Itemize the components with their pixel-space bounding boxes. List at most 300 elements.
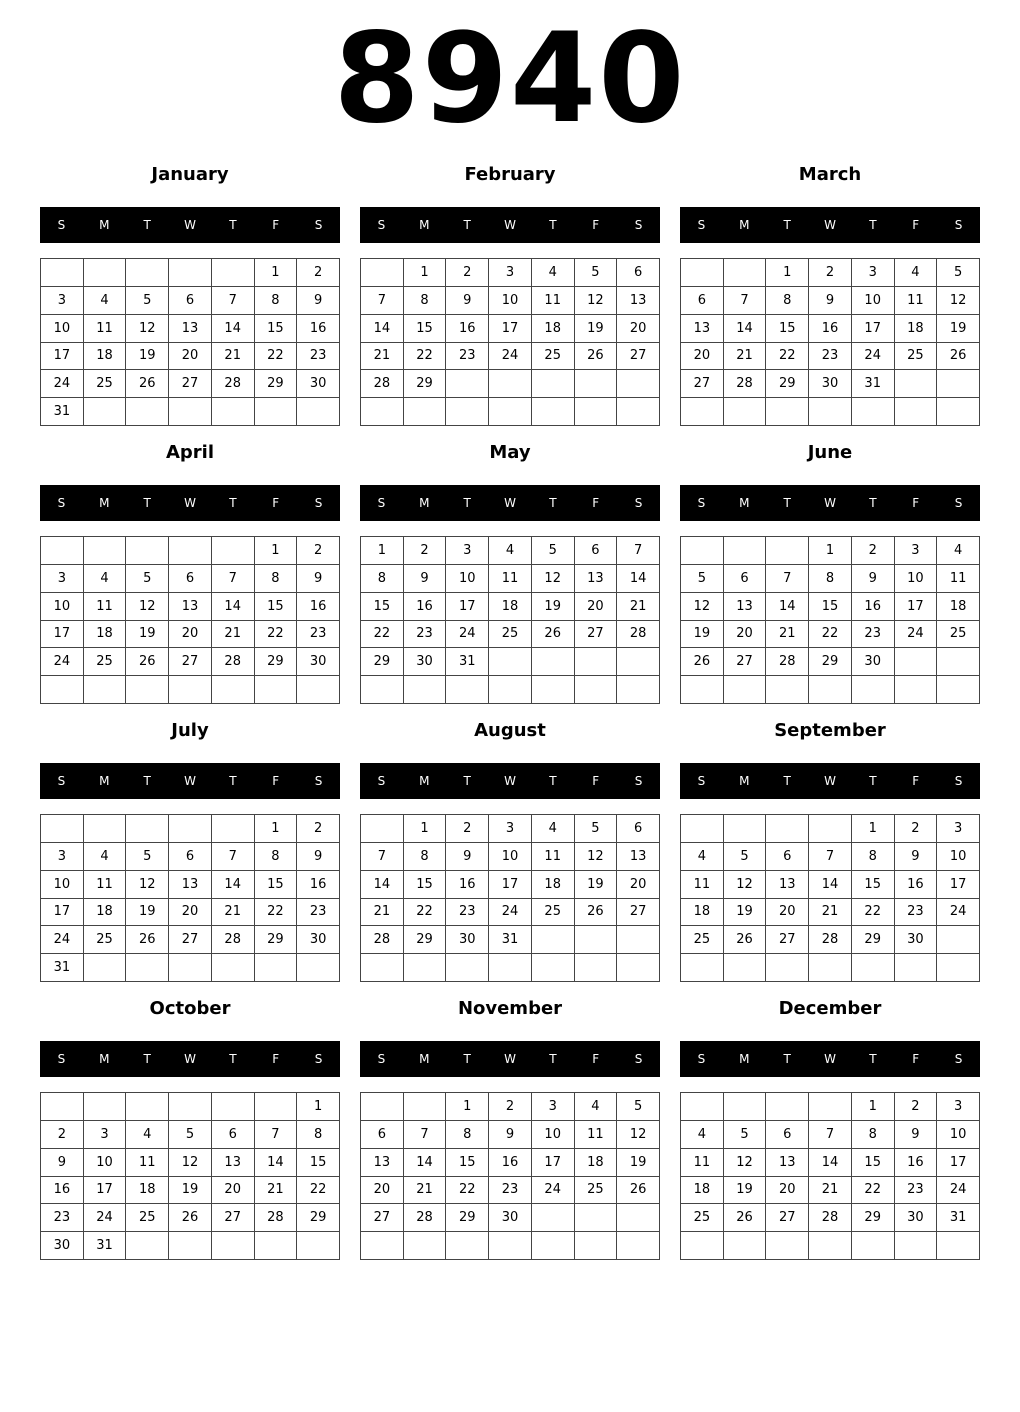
day-cell: 25: [937, 621, 980, 649]
day-cell: 2: [297, 537, 340, 565]
weekday-label: T: [549, 218, 557, 232]
day-cell: 26: [681, 648, 724, 676]
weekday-label: S: [634, 218, 643, 232]
empty-day-cell: [766, 1232, 809, 1260]
day-cell: 11: [489, 565, 532, 593]
day-cell: 21: [724, 343, 767, 371]
day-cell: 24: [489, 343, 532, 371]
day-cell: 12: [724, 871, 767, 899]
day-cell: 1: [255, 815, 298, 843]
empty-day-cell: [852, 398, 895, 426]
day-cell: 4: [937, 537, 980, 565]
day-cell: 10: [489, 287, 532, 315]
weekday-label: M: [739, 774, 750, 788]
day-cell: 29: [255, 926, 298, 954]
day-grid: [40, 536, 340, 704]
weekday-label: S: [634, 496, 643, 510]
weekday-label: W: [504, 1052, 516, 1066]
day-cell: 7: [255, 1121, 298, 1149]
day-cell: 2: [41, 1121, 84, 1149]
weekday-label: T: [143, 218, 151, 232]
day-cell: 14: [766, 593, 809, 621]
weekday-label: T: [229, 496, 237, 510]
day-cell: 8: [255, 287, 298, 315]
day-cell: 3: [532, 1093, 575, 1121]
empty-day-cell: [361, 676, 404, 704]
day-grid: [360, 814, 660, 982]
day-cell: 21: [212, 899, 255, 927]
day-cell: 7: [212, 287, 255, 315]
day-cell: 23: [404, 621, 447, 649]
day-cell: 14: [809, 1149, 852, 1177]
day-cell: 31: [852, 370, 895, 398]
day-cell: 2: [895, 1093, 938, 1121]
day-grid: [360, 1092, 660, 1260]
day-cell: 2: [446, 815, 489, 843]
day-cell: 29: [852, 1204, 895, 1232]
day-cell: 7: [617, 537, 660, 565]
day-cell: 26: [575, 343, 618, 371]
day-cell: 19: [617, 1149, 660, 1177]
day-cell: 20: [766, 899, 809, 927]
day-cell: 5: [937, 259, 980, 287]
day-cell: 13: [617, 287, 660, 315]
month-name: February: [464, 164, 556, 185]
empty-day-cell: [41, 259, 84, 287]
empty-day-cell: [809, 676, 852, 704]
day-cell: 8: [255, 843, 298, 871]
day-grid: [360, 536, 660, 704]
empty-day-cell: [169, 815, 212, 843]
day-cell: 13: [617, 843, 660, 871]
weekday-label: T: [463, 1052, 471, 1066]
empty-day-cell: [532, 1204, 575, 1232]
day-cell: 3: [895, 537, 938, 565]
weekday-label: T: [143, 774, 151, 788]
weekday-label: F: [272, 774, 280, 788]
day-cell: 3: [41, 843, 84, 871]
weekday-label: T: [549, 496, 557, 510]
weekday-label: F: [272, 1052, 280, 1066]
day-cell: 9: [404, 565, 447, 593]
day-cell: 13: [766, 871, 809, 899]
day-cell: 30: [41, 1232, 84, 1260]
empty-day-cell: [126, 1093, 169, 1121]
weekday-label: M: [99, 1052, 110, 1066]
day-cell: 23: [489, 1177, 532, 1205]
empty-day-cell: [446, 370, 489, 398]
day-cell: 7: [361, 843, 404, 871]
weekday-header: [40, 207, 340, 243]
day-cell: 10: [446, 565, 489, 593]
empty-day-cell: [532, 370, 575, 398]
day-cell: 12: [617, 1121, 660, 1149]
empty-day-cell: [809, 1093, 852, 1121]
day-cell: 11: [84, 871, 127, 899]
weekday-label: F: [272, 218, 280, 232]
day-cell: 21: [212, 343, 255, 371]
empty-day-cell: [895, 1232, 938, 1260]
day-cell: 29: [809, 648, 852, 676]
day-cell: 26: [617, 1177, 660, 1205]
day-cell: 11: [532, 843, 575, 871]
empty-day-cell: [575, 954, 618, 982]
day-cell: 17: [532, 1149, 575, 1177]
day-cell: 23: [297, 621, 340, 649]
day-cell: 18: [681, 899, 724, 927]
day-cell: 17: [489, 315, 532, 343]
day-cell: 20: [575, 593, 618, 621]
day-cell: 17: [41, 899, 84, 927]
weekday-label: F: [592, 218, 600, 232]
empty-day-cell: [169, 1232, 212, 1260]
weekday-label: T: [549, 774, 557, 788]
weekday-header: [40, 485, 340, 521]
empty-day-cell: [895, 954, 938, 982]
day-cell: 11: [937, 565, 980, 593]
day-cell: 18: [532, 315, 575, 343]
day-cell: 14: [617, 565, 660, 593]
day-cell: 12: [575, 843, 618, 871]
weekday-label: S: [377, 1052, 386, 1066]
day-cell: 1: [255, 259, 298, 287]
empty-day-cell: [724, 676, 767, 704]
day-cell: 14: [255, 1149, 298, 1177]
day-cell: 20: [169, 621, 212, 649]
day-cell: 28: [809, 926, 852, 954]
weekday-label: W: [184, 1052, 196, 1066]
day-cell: 10: [41, 315, 84, 343]
day-cell: 22: [255, 621, 298, 649]
weekday-label: S: [954, 1052, 963, 1066]
day-cell: 12: [937, 287, 980, 315]
empty-day-cell: [617, 954, 660, 982]
day-cell: 14: [809, 871, 852, 899]
day-cell: 11: [532, 287, 575, 315]
empty-day-cell: [532, 926, 575, 954]
empty-day-cell: [255, 676, 298, 704]
empty-day-cell: [937, 954, 980, 982]
day-cell: 1: [404, 259, 447, 287]
empty-day-cell: [937, 676, 980, 704]
day-cell: 16: [297, 315, 340, 343]
day-cell: 20: [617, 315, 660, 343]
day-cell: 9: [297, 565, 340, 593]
empty-day-cell: [489, 676, 532, 704]
day-cell: 19: [724, 899, 767, 927]
weekday-label: W: [824, 218, 836, 232]
weekday-label: M: [419, 774, 430, 788]
day-cell: 30: [489, 1204, 532, 1232]
day-cell: 16: [895, 1149, 938, 1177]
day-cell: 18: [126, 1177, 169, 1205]
day-cell: 30: [852, 648, 895, 676]
weekday-label: T: [463, 218, 471, 232]
weekday-label: T: [783, 1052, 791, 1066]
day-cell: 9: [809, 287, 852, 315]
day-cell: 3: [852, 259, 895, 287]
day-cell: 27: [575, 621, 618, 649]
day-cell: 4: [681, 843, 724, 871]
day-cell: 21: [212, 621, 255, 649]
empty-day-cell: [937, 648, 980, 676]
month-name: June: [807, 442, 853, 463]
day-cell: 22: [404, 343, 447, 371]
day-cell: 16: [489, 1149, 532, 1177]
day-cell: 28: [361, 370, 404, 398]
day-cell: 10: [41, 871, 84, 899]
day-cell: 5: [126, 843, 169, 871]
day-cell: 27: [724, 648, 767, 676]
day-cell: 24: [937, 1177, 980, 1205]
empty-day-cell: [361, 954, 404, 982]
day-cell: 11: [126, 1149, 169, 1177]
empty-day-cell: [532, 398, 575, 426]
month-may: [360, 438, 660, 708]
empty-day-cell: [852, 676, 895, 704]
weekday-label: S: [954, 774, 963, 788]
day-cell: 1: [809, 537, 852, 565]
day-cell: 19: [126, 343, 169, 371]
day-cell: 30: [297, 926, 340, 954]
weekday-header: [360, 485, 660, 521]
empty-day-cell: [212, 398, 255, 426]
month-september: [680, 716, 980, 986]
weekday-label: M: [419, 218, 430, 232]
weekday-label: S: [377, 774, 386, 788]
day-cell: 27: [212, 1204, 255, 1232]
empty-day-cell: [126, 398, 169, 426]
empty-day-cell: [809, 815, 852, 843]
weekday-label: F: [912, 774, 920, 788]
day-cell: 21: [255, 1177, 298, 1205]
month-name: August: [474, 720, 546, 741]
day-cell: 24: [41, 648, 84, 676]
month-february: [360, 160, 660, 430]
day-cell: 18: [489, 593, 532, 621]
weekday-label: T: [783, 496, 791, 510]
empty-day-cell: [126, 676, 169, 704]
month-name: May: [489, 442, 531, 463]
day-cell: 26: [169, 1204, 212, 1232]
day-cell: 17: [41, 343, 84, 371]
empty-day-cell: [766, 676, 809, 704]
day-cell: 2: [446, 259, 489, 287]
day-cell: 18: [895, 315, 938, 343]
day-cell: 24: [41, 926, 84, 954]
day-cell: 1: [852, 1093, 895, 1121]
day-cell: 8: [852, 843, 895, 871]
day-cell: 24: [84, 1204, 127, 1232]
weekday-header: [680, 763, 980, 799]
day-cell: 28: [212, 648, 255, 676]
empty-day-cell: [724, 398, 767, 426]
day-cell: 3: [446, 537, 489, 565]
month-name: March: [798, 164, 862, 185]
day-cell: 17: [41, 621, 84, 649]
day-cell: 8: [446, 1121, 489, 1149]
empty-day-cell: [169, 954, 212, 982]
day-cell: 25: [532, 899, 575, 927]
day-cell: 4: [575, 1093, 618, 1121]
day-cell: 29: [852, 926, 895, 954]
day-cell: 23: [297, 343, 340, 371]
day-cell: 22: [255, 343, 298, 371]
day-grid: [40, 1092, 340, 1260]
day-cell: 1: [361, 537, 404, 565]
day-cell: 30: [297, 370, 340, 398]
empty-day-cell: [212, 537, 255, 565]
day-cell: 25: [84, 370, 127, 398]
day-cell: 2: [404, 537, 447, 565]
day-cell: 18: [84, 899, 127, 927]
empty-day-cell: [532, 954, 575, 982]
empty-day-cell: [681, 1093, 724, 1121]
day-cell: 22: [361, 621, 404, 649]
day-cell: 23: [895, 1177, 938, 1205]
day-cell: 14: [361, 315, 404, 343]
empty-day-cell: [681, 259, 724, 287]
weekday-label: S: [954, 496, 963, 510]
day-cell: 31: [41, 398, 84, 426]
empty-day-cell: [766, 815, 809, 843]
day-cell: 5: [169, 1121, 212, 1149]
day-cell: 12: [126, 871, 169, 899]
empty-day-cell: [212, 954, 255, 982]
day-cell: 2: [297, 815, 340, 843]
day-cell: 29: [255, 648, 298, 676]
day-cell: 22: [404, 899, 447, 927]
day-cell: 9: [852, 565, 895, 593]
day-cell: 8: [297, 1121, 340, 1149]
day-cell: 16: [895, 871, 938, 899]
weekday-label: S: [57, 1052, 66, 1066]
day-cell: 6: [766, 843, 809, 871]
empty-day-cell: [532, 676, 575, 704]
day-cell: 17: [852, 315, 895, 343]
day-cell: 8: [766, 287, 809, 315]
day-cell: 15: [255, 593, 298, 621]
month-january: [40, 160, 340, 430]
day-cell: 21: [617, 593, 660, 621]
day-cell: 26: [126, 370, 169, 398]
empty-day-cell: [255, 1232, 298, 1260]
day-cell: 19: [575, 871, 618, 899]
empty-day-cell: [617, 648, 660, 676]
empty-day-cell: [212, 1232, 255, 1260]
day-cell: 3: [489, 259, 532, 287]
empty-day-cell: [255, 1093, 298, 1121]
empty-day-cell: [766, 537, 809, 565]
day-cell: 7: [724, 287, 767, 315]
weekday-label: S: [634, 1052, 643, 1066]
day-cell: 31: [84, 1232, 127, 1260]
day-cell: 6: [169, 843, 212, 871]
day-cell: 19: [937, 315, 980, 343]
day-cell: 8: [404, 843, 447, 871]
empty-day-cell: [575, 676, 618, 704]
day-cell: 10: [937, 1121, 980, 1149]
day-cell: 11: [895, 287, 938, 315]
day-cell: 7: [212, 565, 255, 593]
empty-day-cell: [895, 676, 938, 704]
day-cell: 15: [766, 315, 809, 343]
day-cell: 13: [169, 871, 212, 899]
day-cell: 20: [724, 621, 767, 649]
day-cell: 18: [84, 343, 127, 371]
day-cell: 10: [84, 1149, 127, 1177]
day-cell: 3: [84, 1121, 127, 1149]
day-cell: 23: [852, 621, 895, 649]
day-cell: 25: [489, 621, 532, 649]
day-cell: 21: [766, 621, 809, 649]
day-cell: 2: [895, 815, 938, 843]
day-cell: 25: [84, 648, 127, 676]
weekday-label: S: [314, 774, 323, 788]
day-cell: 10: [41, 593, 84, 621]
day-cell: 20: [681, 343, 724, 371]
weekday-label: M: [739, 496, 750, 510]
day-cell: 29: [361, 648, 404, 676]
day-cell: 31: [41, 954, 84, 982]
empty-day-cell: [169, 398, 212, 426]
weekday-label: M: [99, 774, 110, 788]
day-cell: 19: [575, 315, 618, 343]
day-cell: 29: [766, 370, 809, 398]
day-cell: 5: [575, 815, 618, 843]
day-cell: 16: [446, 315, 489, 343]
day-cell: 26: [126, 648, 169, 676]
day-cell: 1: [404, 815, 447, 843]
day-cell: 5: [126, 287, 169, 315]
day-cell: 14: [212, 593, 255, 621]
day-cell: 30: [297, 648, 340, 676]
empty-day-cell: [575, 926, 618, 954]
day-cell: 15: [255, 315, 298, 343]
empty-day-cell: [489, 398, 532, 426]
day-cell: 31: [446, 648, 489, 676]
day-cell: 17: [446, 593, 489, 621]
day-cell: 9: [297, 843, 340, 871]
day-cell: 13: [169, 593, 212, 621]
weekday-label: S: [634, 774, 643, 788]
weekday-header: [360, 763, 660, 799]
weekday-label: M: [99, 218, 110, 232]
weekday-label: S: [954, 218, 963, 232]
day-cell: 16: [297, 593, 340, 621]
day-cell: 22: [852, 1177, 895, 1205]
day-cell: 7: [809, 1121, 852, 1149]
empty-day-cell: [84, 1093, 127, 1121]
day-cell: 24: [852, 343, 895, 371]
empty-day-cell: [895, 398, 938, 426]
day-cell: 20: [617, 871, 660, 899]
weekday-label: W: [184, 774, 196, 788]
day-cell: 13: [361, 1149, 404, 1177]
day-cell: 30: [895, 926, 938, 954]
day-cell: 17: [937, 1149, 980, 1177]
empty-day-cell: [404, 1093, 447, 1121]
empty-day-cell: [41, 537, 84, 565]
day-cell: 6: [766, 1121, 809, 1149]
empty-day-cell: [617, 398, 660, 426]
day-cell: 27: [169, 370, 212, 398]
weekday-header: [680, 485, 980, 521]
day-cell: 8: [852, 1121, 895, 1149]
weekday-header: [360, 207, 660, 243]
day-cell: 26: [532, 621, 575, 649]
empty-day-cell: [617, 1204, 660, 1232]
